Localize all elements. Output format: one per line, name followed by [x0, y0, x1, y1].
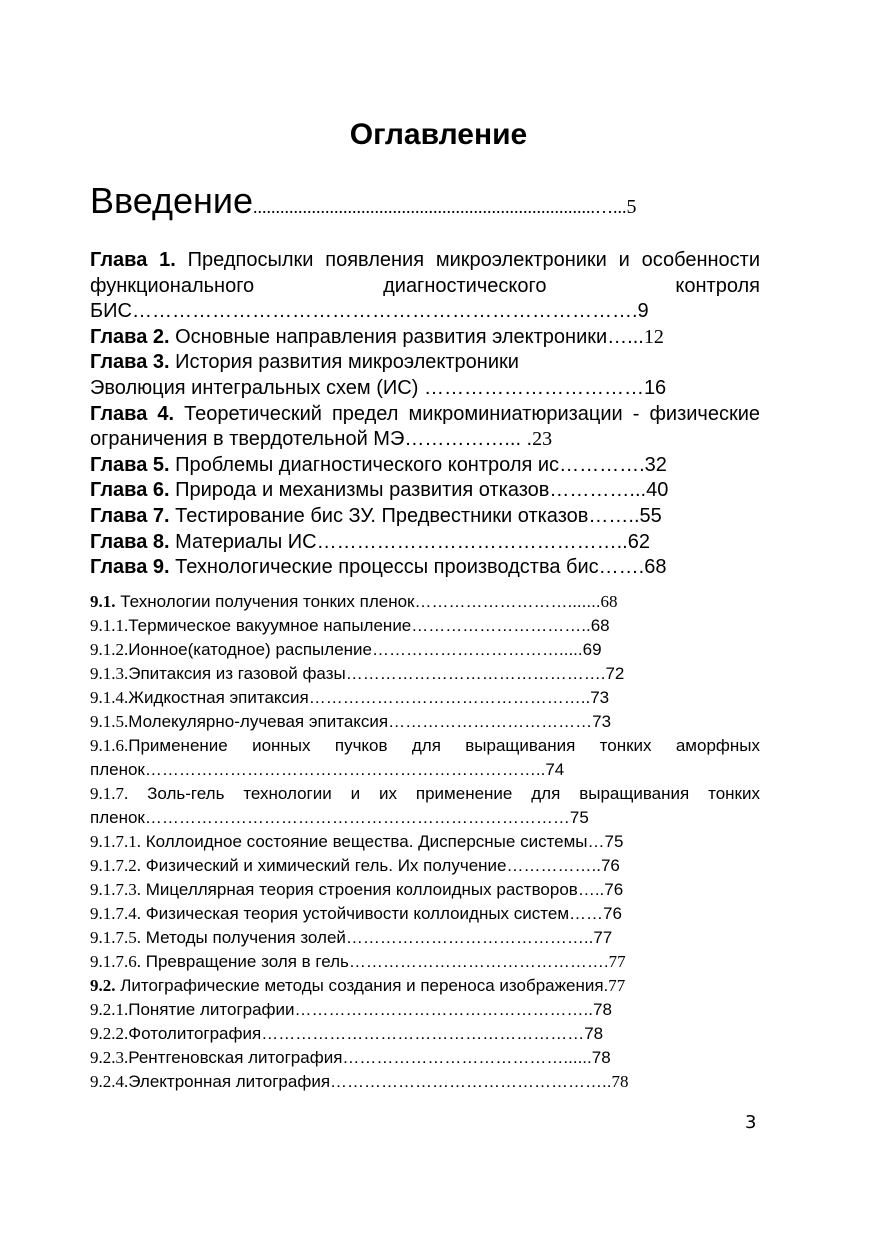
- chapter-label: Глава 7.: [90, 504, 170, 527]
- page-title: Оглавление: [349, 118, 528, 151]
- section-number: 9.1.7.3.: [90, 880, 141, 899]
- toc-entry-chapter-6[interactable]: [90, 478, 760, 504]
- section-title: Термическое вакуумное напыление: [128, 616, 412, 635]
- section-page-number: 73: [592, 712, 612, 731]
- leader-dots: …………………………….....: [372, 640, 583, 659]
- leader-dots: …………………………………......: [342, 1048, 592, 1067]
- leader-dots: ……………..: [506, 856, 601, 875]
- section-number: 9.1.7.4.: [90, 904, 141, 923]
- chapter-label: Глава 5.: [90, 453, 170, 476]
- leader-dots: ……………………………………….: [345, 664, 606, 683]
- leader-dots: ………….: [559, 453, 645, 476]
- chapter-title: Материалы ИС: [175, 530, 317, 553]
- section-number: 9.2.3.: [90, 1048, 129, 1067]
- section-page-number: 78: [611, 1072, 629, 1091]
- toc-entry-section-9-1-3[interactable]: [90, 662, 760, 686]
- section-number: 9.2.4.: [90, 1072, 129, 1091]
- section-title: Физический и химический гель. Их получение: [141, 856, 507, 875]
- section-page-number: 75: [604, 832, 624, 851]
- toc-entry-section-9-2-4[interactable]: [90, 1070, 760, 1094]
- leader-dots: ……………………………: [423, 376, 644, 399]
- section-page-number: 74: [545, 760, 565, 779]
- chapter-page-number: 9: [637, 300, 649, 323]
- section-number: 9.1.5.: [90, 712, 129, 731]
- toc-entry-chapter-8[interactable]: [90, 530, 760, 556]
- section-number: 9.1.3.: [90, 664, 129, 683]
- toc-entry-section-9-1-7[interactable]: [90, 782, 760, 830]
- section-page-number: 75: [569, 808, 589, 827]
- chapter-page-number: 32: [644, 453, 667, 476]
- section-number: 9.1.7.: [90, 784, 129, 803]
- chapter-page-number: 12: [643, 325, 664, 348]
- leader-dots: ……………………………………………..: [294, 1000, 593, 1019]
- section-list: [90, 590, 760, 1094]
- chapter-title: Основные направления развития электроники: [175, 325, 608, 348]
- chapter-title: Тестирование бис ЗУ. Предвестники отказов: [175, 504, 589, 527]
- section-page-number: 78: [584, 1024, 604, 1043]
- chapter-page-number: 23: [532, 428, 553, 451]
- section-page-number: 77: [608, 952, 626, 971]
- chapter-title: Технологические процессы производства бис: [175, 556, 599, 579]
- leader-dots: …………...: [549, 479, 647, 502]
- section-page-number: 72: [605, 664, 625, 683]
- chapter-page-number: 62: [627, 530, 650, 553]
- section-title: Молекулярно-лучевая эпитаксия: [128, 712, 389, 731]
- toc-entry-section-9-1-6[interactable]: [90, 734, 760, 782]
- chapter-title: История развития микроэлектроники: [175, 351, 519, 374]
- section-page-number: 76: [600, 856, 620, 875]
- toc-entry-section-9-1-7-2[interactable]: [90, 854, 760, 878]
- chapter-page-number: 55: [639, 504, 662, 527]
- section-number: 9.1.4.: [90, 688, 129, 707]
- toc-entry-chapter-2[interactable]: [90, 325, 760, 351]
- section-page-number: 68: [600, 592, 618, 611]
- toc-entry-section-9-1-5[interactable]: [90, 710, 760, 734]
- leader-dots: …………………………………………………………………: [144, 808, 570, 827]
- section-title: Технологии получения тонких пленок: [115, 592, 415, 611]
- section-page-number: 77: [593, 928, 613, 947]
- chapter-label: Глава 4.: [90, 402, 175, 425]
- leader-dots: ……………………………………..: [345, 928, 594, 947]
- leader-dots: …….: [598, 556, 645, 579]
- section-title: Методы получения золей: [141, 928, 346, 947]
- section-number: 9.1.6.: [90, 736, 129, 755]
- section-number: 9.1.7.1.: [90, 832, 141, 851]
- toc-entry-section-9-1-2[interactable]: [90, 638, 760, 662]
- leader-dots: …………………………..: [411, 616, 591, 635]
- section-title: Золь-гель технологии и их применение для выращивания тонких пленок: [90, 784, 760, 827]
- toc-entry-section-9-1-7-4[interactable]: [90, 902, 760, 926]
- toc-entry-section-9-2[interactable]: [90, 974, 760, 998]
- section-title: Ионное(катодное) распыление: [128, 640, 372, 659]
- section-title: Фотолитография: [128, 1024, 262, 1043]
- section-title: Применение ионных пучков для выращивания тонких аморфных пленок: [90, 736, 760, 779]
- section-number: 9.2.2.: [90, 1024, 129, 1043]
- toc-entry-section-9-1-7-3[interactable]: [90, 878, 760, 902]
- section-title: Превращение золя в гель: [141, 952, 349, 971]
- toc-entry-chapter-9[interactable]: [90, 555, 760, 581]
- toc-entry-section-9-1-4[interactable]: [90, 686, 760, 710]
- section-page-number: 76: [604, 880, 624, 899]
- toc-entry-chapter-1[interactable]: [90, 248, 760, 325]
- section-title: Понятие литографии: [128, 1000, 295, 1019]
- leader-dots: ……………... .: [404, 428, 533, 451]
- chapter-label: Глава 6.: [90, 479, 170, 502]
- section-page-number: 73: [590, 688, 610, 707]
- section-title: Электронная литография: [128, 1072, 331, 1091]
- section-title: Жидкостная эпитаксия: [128, 688, 309, 707]
- toc-entry-chapter-4[interactable]: [90, 402, 760, 453]
- section-number: 9.1.7.6.: [90, 952, 141, 971]
- chapter-title: Проблемы диагностического контроля ис: [175, 453, 560, 476]
- toc-entry-section-9-1-7-5[interactable]: [90, 926, 760, 950]
- leader-dots: …………………………………………………: [261, 1024, 585, 1043]
- leader-dots: …: [587, 832, 605, 851]
- chapter-title: Природа и механизмы развития отказов: [175, 479, 550, 502]
- chapter-page-number: 68: [644, 556, 667, 579]
- chapter-title: Предпосылки появления микроэлектроники и особенности функционального диагностического контроля БИС: [90, 249, 761, 323]
- section-page-number: 69: [582, 640, 602, 659]
- section-number: 9.1.2.: [90, 640, 129, 659]
- section-page-number: 78: [591, 1048, 611, 1067]
- leader-dots: ………………………………………..: [316, 530, 628, 553]
- leader-dots: ……………………….......: [414, 592, 601, 611]
- leader-dots: ……..: [588, 504, 640, 527]
- chapter-label: Глава 2.: [90, 325, 170, 348]
- leader-dots: …………………………………………..: [330, 1072, 612, 1091]
- toc-entry-section-9-2-2[interactable]: [90, 1022, 760, 1046]
- section-title: Мицеллярная теория строения коллоидных растворов: [141, 880, 578, 899]
- section-title: Рентгеновская литография: [128, 1048, 343, 1067]
- leader-dots: ……………………………………………………………..: [144, 760, 546, 779]
- toc-entry-section-9-2-1[interactable]: [90, 998, 760, 1022]
- section-number: 9.1.7.2.: [90, 856, 141, 875]
- leader-dots: ……………………………………….: [348, 952, 609, 971]
- leader-dots: ………………………………: [388, 712, 593, 731]
- section-number: 9.1.: [90, 592, 116, 611]
- chapter-title: Теоретический предел микроминиатюризации - физические ограничения в твердотельной МЭ: [90, 402, 760, 451]
- section-number: 9.1.1.: [90, 616, 129, 635]
- section-title: Физическая теория устойчивости коллоидных систем: [141, 904, 570, 923]
- chapter-label: Глава 8.: [90, 530, 170, 553]
- toc-entry-section-9-1-7-1[interactable]: [90, 830, 760, 854]
- leader-dots: …………………………………………..: [308, 688, 591, 707]
- leader-dots: ………………………………………………………………….: [131, 300, 638, 323]
- section-title: Коллоидное состояние вещества. Дисперсные системы: [141, 832, 588, 851]
- section-number: 9.2.1.: [90, 1000, 129, 1019]
- page-number: 3: [745, 1112, 757, 1133]
- chapter-page-number: 40: [646, 479, 669, 502]
- introduction-page-number: 5: [626, 196, 637, 218]
- section-page-number: 76: [603, 904, 622, 923]
- leader-dots: …...: [607, 325, 644, 348]
- chapter-label: Глава 9.: [90, 556, 170, 579]
- chapter-label: Глава 1.: [90, 249, 176, 271]
- toc-entry-section-9-2-3[interactable]: [90, 1046, 760, 1070]
- toc-entry-section-9-1-1[interactable]: [90, 614, 760, 638]
- section-title: Литографические методы создания и переноса изображения.: [115, 976, 609, 995]
- chapter-page-number: 16: [643, 376, 667, 399]
- section-page-number: 77: [608, 976, 626, 995]
- section-number: 9.2.: [90, 976, 116, 995]
- section-number: 9.1.7.5.: [90, 928, 141, 947]
- toc-entry-section-9-1[interactable]: [90, 590, 760, 614]
- leader-dots: ............................................................................…...: [253, 197, 627, 217]
- section-title: Эпитаксия из газовой фазы: [128, 664, 346, 683]
- chapter-list: [90, 248, 760, 581]
- toc-entry-chapter-3[interactable]: [90, 350, 760, 401]
- section-page-number: 78: [592, 1000, 612, 1019]
- leader-dots: …..: [577, 880, 605, 899]
- toc-entry-section-9-1-7-6[interactable]: [90, 950, 760, 974]
- chapter-subtitle: Эволюция интегральных схем (ИС): [90, 376, 424, 399]
- chapter-label: Глава 3.: [90, 351, 170, 374]
- toc-entry-chapter-5[interactable]: [90, 453, 760, 479]
- toc-entry-introduction[interactable]: [90, 180, 755, 222]
- introduction-label: Введение: [90, 180, 254, 221]
- toc-entry-chapter-7[interactable]: [90, 504, 760, 530]
- section-page-number: 68: [590, 616, 610, 635]
- leader-dots: ……: [569, 904, 604, 923]
